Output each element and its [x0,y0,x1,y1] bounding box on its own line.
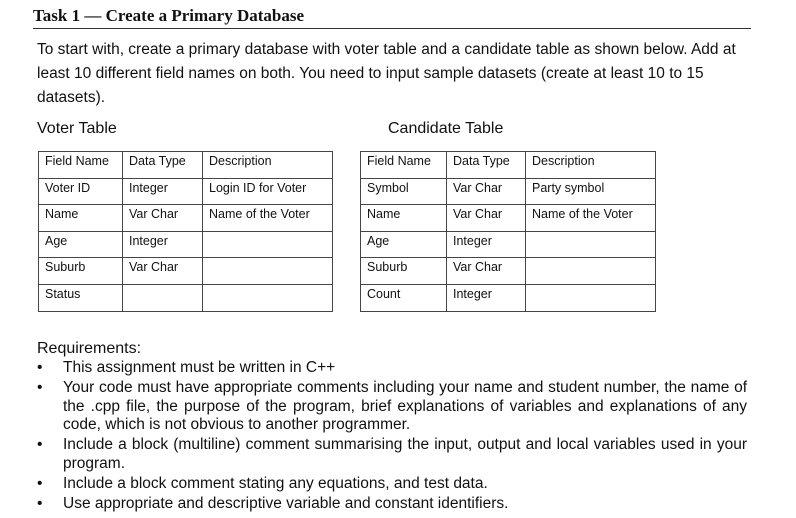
list-item-text: This assignment must be written in C++ [63,359,336,376]
list-item [37,359,747,378]
header-cell: Field Name [361,152,447,179]
voter-table [38,151,333,312]
header-cell: Description [526,152,656,179]
table-cell: Suburb [361,258,447,285]
header-cell: Data Type [447,152,526,179]
table-cell: Login ID for Voter [203,178,333,205]
list-item [37,475,747,494]
table-cell [123,284,203,311]
header-cell: Data Type [123,152,203,179]
candidate-table [360,151,656,312]
table-cell: Var Char [447,205,526,232]
table-cell: Integer [123,231,203,258]
intro-text: To start with, create a primary database with voter table and a candidate table as shown below. Add at least 10 different field names on both. You need to input sample datasets (create at least 10 to 15 datasets). [37,41,736,106]
table-cell: Symbol [361,178,447,205]
bullet-icon: • [37,494,43,512]
table-header-row [361,152,656,179]
table-cell: Count [361,284,447,311]
table-row [39,284,333,311]
table-cell: Suburb [39,258,123,285]
table-cell: Voter ID [39,178,123,205]
table-row [361,231,656,258]
table-row [361,284,656,311]
table-cell: Name [361,205,447,232]
table-cell: Name [39,205,123,232]
bullet-icon: • [37,379,43,396]
table-cell [203,258,333,285]
table-row [361,258,656,285]
intro-paragraph [37,38,757,110]
table-cell: Var Char [123,258,203,285]
list-item-text: Include a block comment stating any equations, and test data. [63,474,488,492]
table-row [39,231,333,258]
table-row [39,178,333,205]
table-cell: Var Char [123,205,203,232]
table-cell: Var Char [447,258,526,285]
table-cell [203,284,333,311]
list-item-text: Your code must have appropriate comments including your name and student number, the name of the .cpp file, the purpose of the program, brief explanations of variables and explanations of any code, which is not obvious to another programmer. [63,379,747,433]
header-cell: Description [203,152,333,179]
table-cell: Age [39,231,123,258]
table-cell: Integer [123,178,203,205]
list-item-text: Use appropriate and descriptive variable and constant identifiers. [63,494,509,512]
table-cell: Var Char [447,178,526,205]
table-cell: Age [361,231,447,258]
table-row [361,205,656,232]
table-header-row [39,152,333,179]
table-cell [203,231,333,258]
table-row [39,258,333,285]
list-item [37,436,747,473]
table-cell [526,231,656,258]
table-cell [526,284,656,311]
table-cell: Status [39,284,123,311]
table-cell [526,258,656,285]
requirements-list [37,359,747,515]
table-cell: Name of the Voter [203,205,333,232]
candidate-table-title: Candidate Table [388,120,504,137]
list-item [37,379,747,435]
bullet-icon: • [37,359,43,376]
table-cell: Party symbol [526,178,656,205]
table-cell: Integer [447,284,526,311]
list-item-text: Include a block (multiline) comment summarising the input, output and local variables used in your program. [63,436,747,472]
table-cell: Integer [447,231,526,258]
requirements-title: Requirements: [37,340,142,357]
table-row [39,205,333,232]
bullet-icon: • [37,436,43,453]
bullet-icon: • [37,474,43,492]
list-item [37,495,747,514]
voter-table-title: Voter Table [37,120,117,137]
table-cell: Name of the Voter [526,205,656,232]
task-heading: Task 1 — Create a Primary Database [33,5,751,29]
table-row [361,178,656,205]
header-cell: Field Name [39,152,123,179]
